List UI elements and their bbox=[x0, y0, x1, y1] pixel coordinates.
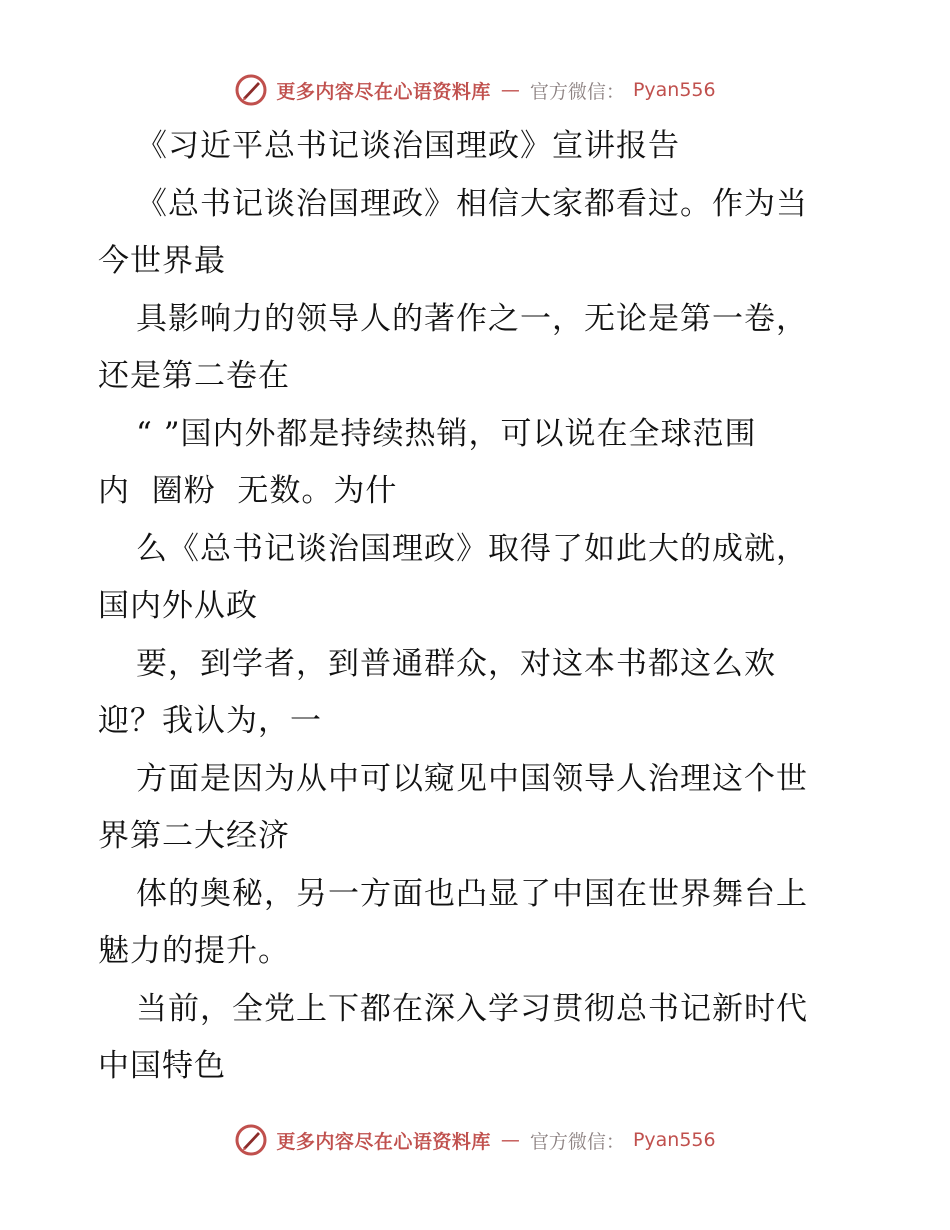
text-line: 魅力的提升。 bbox=[98, 933, 290, 969]
document-title: 《习近平总书记谈治国理政》宣讲报告 bbox=[136, 128, 680, 164]
red-quill-circle-icon bbox=[234, 73, 268, 107]
text-line: “ ”国内外都是持续热销，可以说在全球范围 bbox=[136, 415, 757, 452]
wechat-id: Pyan556 bbox=[632, 1129, 716, 1151]
footer-watermark bbox=[0, 1120, 950, 1160]
brand-text: 更多内容尽在心语资料库 bbox=[276, 80, 491, 103]
brand-separator: — bbox=[500, 1129, 520, 1151]
text-line: 迎？我认为，一 bbox=[98, 703, 322, 739]
brand-separator: — bbox=[500, 79, 520, 101]
text-line: 体的奥秘，另一方面也凸显了中国在世界舞台上 bbox=[136, 875, 808, 912]
text-line: 要，到学者，到普通群众，对这本书都这么欢 bbox=[136, 645, 776, 682]
text-line: 还是第二卷在 bbox=[98, 358, 290, 394]
text-line: 《总书记谈治国理政》相信大家都看过。作为当 bbox=[136, 185, 808, 222]
text-line: 界第二大经济 bbox=[98, 818, 290, 854]
text-line: 当前，全党上下都在深入学习贯彻总书记新时代 bbox=[136, 990, 808, 1027]
header-watermark bbox=[0, 70, 950, 110]
document-body bbox=[98, 118, 858, 1096]
wechat-id: Pyan556 bbox=[632, 79, 716, 101]
wechat-label: 官方微信： bbox=[529, 1130, 625, 1153]
wechat-label: 官方微信： bbox=[529, 80, 625, 103]
text-line: 国内外从政 bbox=[98, 588, 258, 624]
text-line: 中国特色 bbox=[98, 1048, 226, 1084]
text-line: 内 圈粉 无数。为什 bbox=[98, 473, 398, 509]
text-line: 么《总书记谈治国理政》取得了如此大的成就， bbox=[136, 530, 808, 567]
brand-text: 更多内容尽在心语资料库 bbox=[276, 1130, 491, 1153]
text-line: 具影响力的领导人的著作之一，无论是第一卷， bbox=[136, 300, 808, 337]
text-line: 今世界最 bbox=[98, 243, 226, 279]
red-quill-circle-icon bbox=[234, 1123, 268, 1157]
text-line: 方面是因为从中可以窥见中国领导人治理这个世 bbox=[136, 760, 808, 797]
